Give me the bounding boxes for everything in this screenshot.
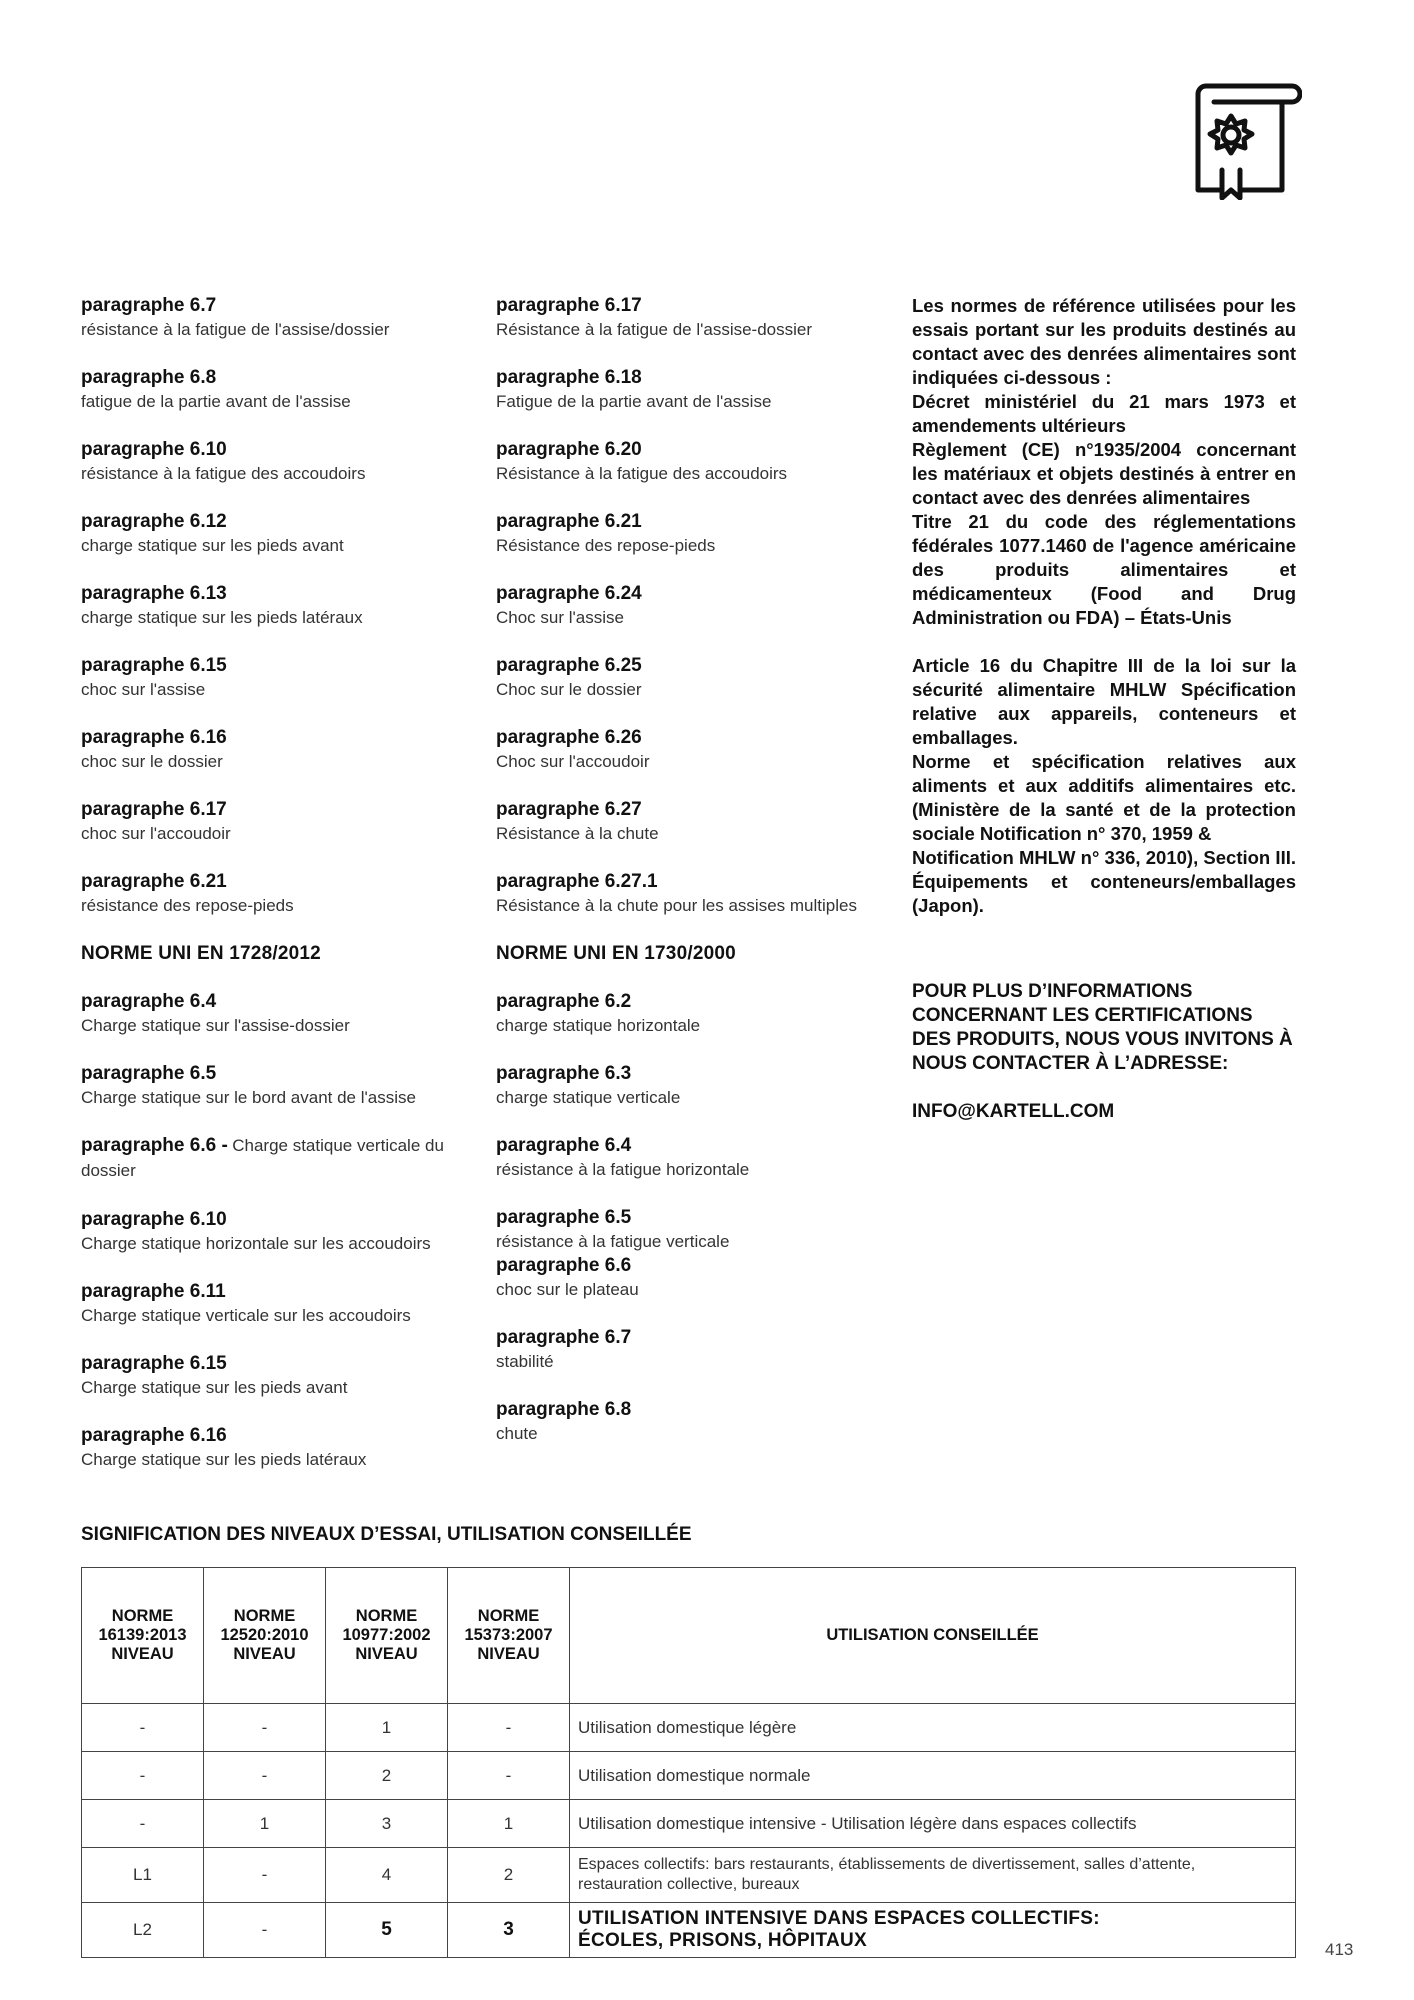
paragraph-heading: paragraphe 6.13 (81, 583, 227, 604)
paragraph-description: résistance des repose-pieds (81, 896, 294, 915)
paragraph-description: chute (496, 1424, 538, 1443)
paragraph-heading: paragraphe 6.15 (81, 1353, 227, 1374)
page-number: 413 (1325, 1940, 1354, 1959)
list-item (496, 1398, 886, 1446)
paragraph-heading: paragraphe 6.27.1 (496, 871, 658, 892)
column-header: NORME 15373:2007 NIVEAU (448, 1568, 570, 1704)
table-cell: - (204, 1848, 326, 1903)
regulation-ce-text: Règlement (CE) n°1935/2004 concernant les matériaux et objets destinés à entrer en contact avec des denrées alimentaires (912, 439, 1296, 508)
paragraph-heading: paragraphe 6.26 (496, 727, 642, 748)
table-row (82, 1848, 1296, 1903)
column-left (81, 294, 471, 1496)
list-item (496, 1062, 886, 1110)
paragraph-heading: paragraphe 6.16 (81, 727, 227, 748)
list-item (81, 1134, 471, 1184)
list-item (81, 798, 471, 846)
list-item (81, 726, 471, 774)
paragraph-description: Résistance à la fatigue des accoudoirs (496, 464, 788, 483)
paragraph-heading: paragraphe 6.5 (496, 1207, 632, 1228)
list-item (81, 870, 471, 918)
paragraph-heading: paragraphe 6.12 (81, 511, 227, 532)
section-title: NORME UNI EN 1730/2000 (496, 943, 736, 964)
table-cell: 1 (448, 1800, 570, 1848)
paragraph-description: charge statique sur les pieds latéraux (81, 608, 363, 627)
list-item (496, 1326, 886, 1374)
table-cell: 2 (326, 1752, 448, 1800)
paragraph-description: choc sur l'accoudoir (81, 824, 231, 843)
paragraph-heading: paragraphe 6.2 (496, 991, 632, 1012)
list-item (81, 294, 471, 342)
paragraph-heading: paragraphe 6.4 (496, 1135, 632, 1156)
paragraph-heading: paragraphe 6.5 (81, 1063, 217, 1084)
table-cell: 5 (326, 1903, 448, 1958)
paragraph-heading: paragraphe 6.17 (81, 799, 227, 820)
table-cell: - (448, 1704, 570, 1752)
list-item (496, 1206, 886, 1254)
list-item (496, 726, 886, 774)
paragraph-heading: paragraphe 6.4 (81, 991, 217, 1012)
paragraph-description: Charge statique sur le bord avant de l'assise (81, 1088, 416, 1107)
paragraph-heading: paragraphe 6.25 (496, 655, 642, 676)
paragraph-heading: paragraphe 6.10 (81, 439, 227, 460)
table-cell: 2 (448, 1848, 570, 1903)
table-header-row (82, 1568, 1296, 1704)
table-cell: 3 (326, 1800, 448, 1848)
paragraph-description: choc sur le dossier (81, 752, 223, 771)
food-contact-standards (912, 294, 1296, 918)
food-intro-text: Les normes de référence utilisées pour les essais portant sur les produits destinés au contact avec des denrées alimentaires sont indiquées ci-dessous : (912, 295, 1296, 388)
list-item (496, 1134, 886, 1182)
table-cell: 4 (326, 1848, 448, 1903)
list-item (496, 798, 886, 846)
paragraph-heading: paragraphe 6.3 (496, 1063, 632, 1084)
column-header: NORME 16139:2013 NIVEAU (82, 1568, 204, 1704)
table-row (82, 1800, 1296, 1848)
table-cell: 3 (448, 1903, 570, 1958)
section-title: NORME UNI EN 1728/2012 (81, 943, 321, 964)
list-item (81, 1062, 471, 1110)
list-item (81, 510, 471, 558)
table-cell: - (204, 1752, 326, 1800)
column-right (912, 294, 1296, 1124)
paragraph-heading: paragraphe 6.7 (496, 1327, 632, 1348)
table-row (82, 1752, 1296, 1800)
table-title: SIGNIFICATION DES NIVEAUX D’ESSAI, UTILISATION CONSEILLÉE (81, 1524, 692, 1545)
table-cell-use: Utilisation domestique normale (570, 1752, 1296, 1800)
paragraph-description: résistance à la fatigue de l'assise/dossier (81, 320, 390, 339)
paragraph-description: Fatigue de la partie avant de l'assise (496, 392, 772, 411)
japan-norm-text: Norme et spécification relatives aux aliments et aux additifs alimentaires etc. (Ministère de la santé et de la protection sociale Notification n° 370, 1959 & (912, 751, 1296, 844)
paragraph-heading: paragraphe 6.27 (496, 799, 642, 820)
list-item (81, 990, 471, 1038)
paragraph-description: fatigue de la partie avant de l'assise (81, 392, 351, 411)
paragraph-description: stabilité (496, 1352, 554, 1371)
table-cell-use: UTILISATION INTENSIVE DANS ESPACES COLLECTIFS: ÉCOLES, PRISONS, HÔPITAUX (570, 1903, 1296, 1958)
list-item (81, 582, 471, 630)
fda-text: Titre 21 du code des réglementations fédérales 1077.1460 de l'agence américaine des produits alimentaires et médicamenteux (Food and Drug Administration ou FDA) – États-Unis (912, 511, 1296, 628)
test-levels-table (81, 1567, 1296, 1958)
paragraph-description: Charge statique sur les pieds avant (81, 1378, 348, 1397)
paragraph-heading: paragraphe 6.10 (81, 1209, 227, 1230)
list-item (496, 654, 886, 702)
list-item (81, 366, 471, 414)
column-middle (496, 294, 886, 1470)
paragraph-heading: paragraphe 6.11 (81, 1281, 226, 1302)
column-header: NORME 12520:2010 NIVEAU (204, 1568, 326, 1704)
list-item (81, 1280, 471, 1328)
paragraph-description: Résistance à la fatigue de l'assise-dossier (496, 320, 813, 339)
paragraph-heading: paragraphe 6.16 (81, 1425, 227, 1446)
paragraph-description: résistance à la fatigue horizontale (496, 1160, 750, 1179)
paragraph-heading: paragraphe 6.21 (81, 871, 227, 892)
list-item (496, 870, 886, 918)
paragraph-heading: paragraphe 6.8 (81, 367, 217, 388)
paragraph-description: choc sur le plateau (496, 1280, 639, 1299)
list-item (496, 366, 886, 414)
japan-article-text: Article 16 du Chapitre III de la loi sur la sécurité alimentaire MHLW Spécification relative aux appareils, conteneurs et emballages. (912, 655, 1296, 748)
column-header: NORME 10977:2002 NIVEAU (326, 1568, 448, 1704)
contact-email-link[interactable]: INFO@KARTELL.COM (912, 1101, 1115, 1122)
paragraph-description: résistance à la fatigue verticale (496, 1232, 730, 1251)
paragraph-heading: paragraphe 6.7 (81, 295, 217, 316)
paragraph-heading: paragraphe 6.8 (496, 1399, 632, 1420)
table-cell: 1 (326, 1704, 448, 1752)
list-item (81, 1208, 471, 1256)
paragraph-heading: paragraphe 6.6 (496, 1255, 632, 1276)
decree-text: Décret ministériel du 21 mars 1973 et amendements ultérieurs (912, 391, 1296, 436)
paragraph-description: choc sur l'assise (81, 680, 206, 699)
table-cell-use: Utilisation domestique légère (570, 1704, 1296, 1752)
table-cell: - (82, 1704, 204, 1752)
table-cell: L2 (82, 1903, 204, 1958)
paragraph-description: résistance à la fatigue des accoudoirs (81, 464, 366, 483)
paragraph-description: Choc sur l'accoudoir (496, 752, 650, 771)
list-item (496, 510, 886, 558)
paragraph-heading: paragraphe 6.17 (496, 295, 642, 316)
paragraph-description: Choc sur le dossier (496, 680, 642, 699)
paragraph-description: Charge statique sur l'assise-dossier (81, 1016, 350, 1035)
table-cell-use: Utilisation domestique intensive - Utilisation légère dans espaces collectifs (570, 1800, 1296, 1848)
table-cell: - (204, 1704, 326, 1752)
list-item (81, 1424, 471, 1472)
table-row (82, 1903, 1296, 1958)
list-item (496, 438, 886, 486)
table-cell: L1 (82, 1848, 204, 1903)
table-row (82, 1704, 1296, 1752)
list-item (496, 294, 886, 342)
paragraph-heading: paragraphe 6.15 (81, 655, 227, 676)
certificate-scroll-icon (1192, 78, 1302, 200)
paragraph-description: charge statique sur les pieds avant (81, 536, 344, 555)
table-cell: - (448, 1752, 570, 1800)
paragraph-heading: paragraphe 6.6 - (81, 1135, 228, 1156)
paragraph-description: Résistance à la chute pour les assises multiples (496, 896, 857, 915)
table-cell: - (204, 1903, 326, 1958)
paragraph-description: charge statique horizontale (496, 1016, 701, 1035)
paragraph-heading: paragraphe 6.24 (496, 583, 642, 604)
paragraph-description: Résistance à la chute (496, 824, 659, 843)
table-cell: - (82, 1800, 204, 1848)
paragraph-description: Charge statique horizontale sur les accoudoirs (81, 1234, 431, 1253)
list-item (496, 990, 886, 1038)
table-cell: 1 (204, 1800, 326, 1848)
table-cell: - (82, 1752, 204, 1800)
paragraph-description: Charge statique verticale sur les accoudoirs (81, 1306, 411, 1325)
paragraph-heading: paragraphe 6.18 (496, 367, 642, 388)
contact-text: POUR PLUS D’INFORMATIONS CONCERNANT LES CERTIFICATIONS DES PRODUITS, NOUS VOUS INVITONS À NOUS CONTACTER À L’ADRESSE: (912, 981, 1293, 1074)
column-header-use: UTILISATION CONSEILLÉE (570, 1568, 1296, 1704)
list-item (81, 438, 471, 486)
paragraph-description: Charge statique sur les pieds latéraux (81, 1450, 367, 1469)
japan-notification-text: Notification MHLW n° 336, 2010), Section III. Équipements et conteneurs/emballages (Japon). (912, 847, 1296, 916)
list-item (81, 1352, 471, 1400)
paragraph-description: Choc sur l'assise (496, 608, 624, 627)
table-cell-use: Espaces collectifs: bars restaurants, établissements de divertissement, salles d’attente, restauration collective, bureaux (570, 1848, 1296, 1903)
paragraph-description: Résistance des repose-pieds (496, 536, 716, 555)
paragraph-description: Charge statique verticale du dossier (81, 1136, 444, 1180)
paragraph-heading: paragraphe 6.21 (496, 511, 642, 532)
paragraph-heading: paragraphe 6.20 (496, 439, 642, 460)
paragraph-description: charge statique verticale (496, 1088, 681, 1107)
list-item (496, 1254, 886, 1302)
list-item (496, 582, 886, 630)
list-item (81, 654, 471, 702)
